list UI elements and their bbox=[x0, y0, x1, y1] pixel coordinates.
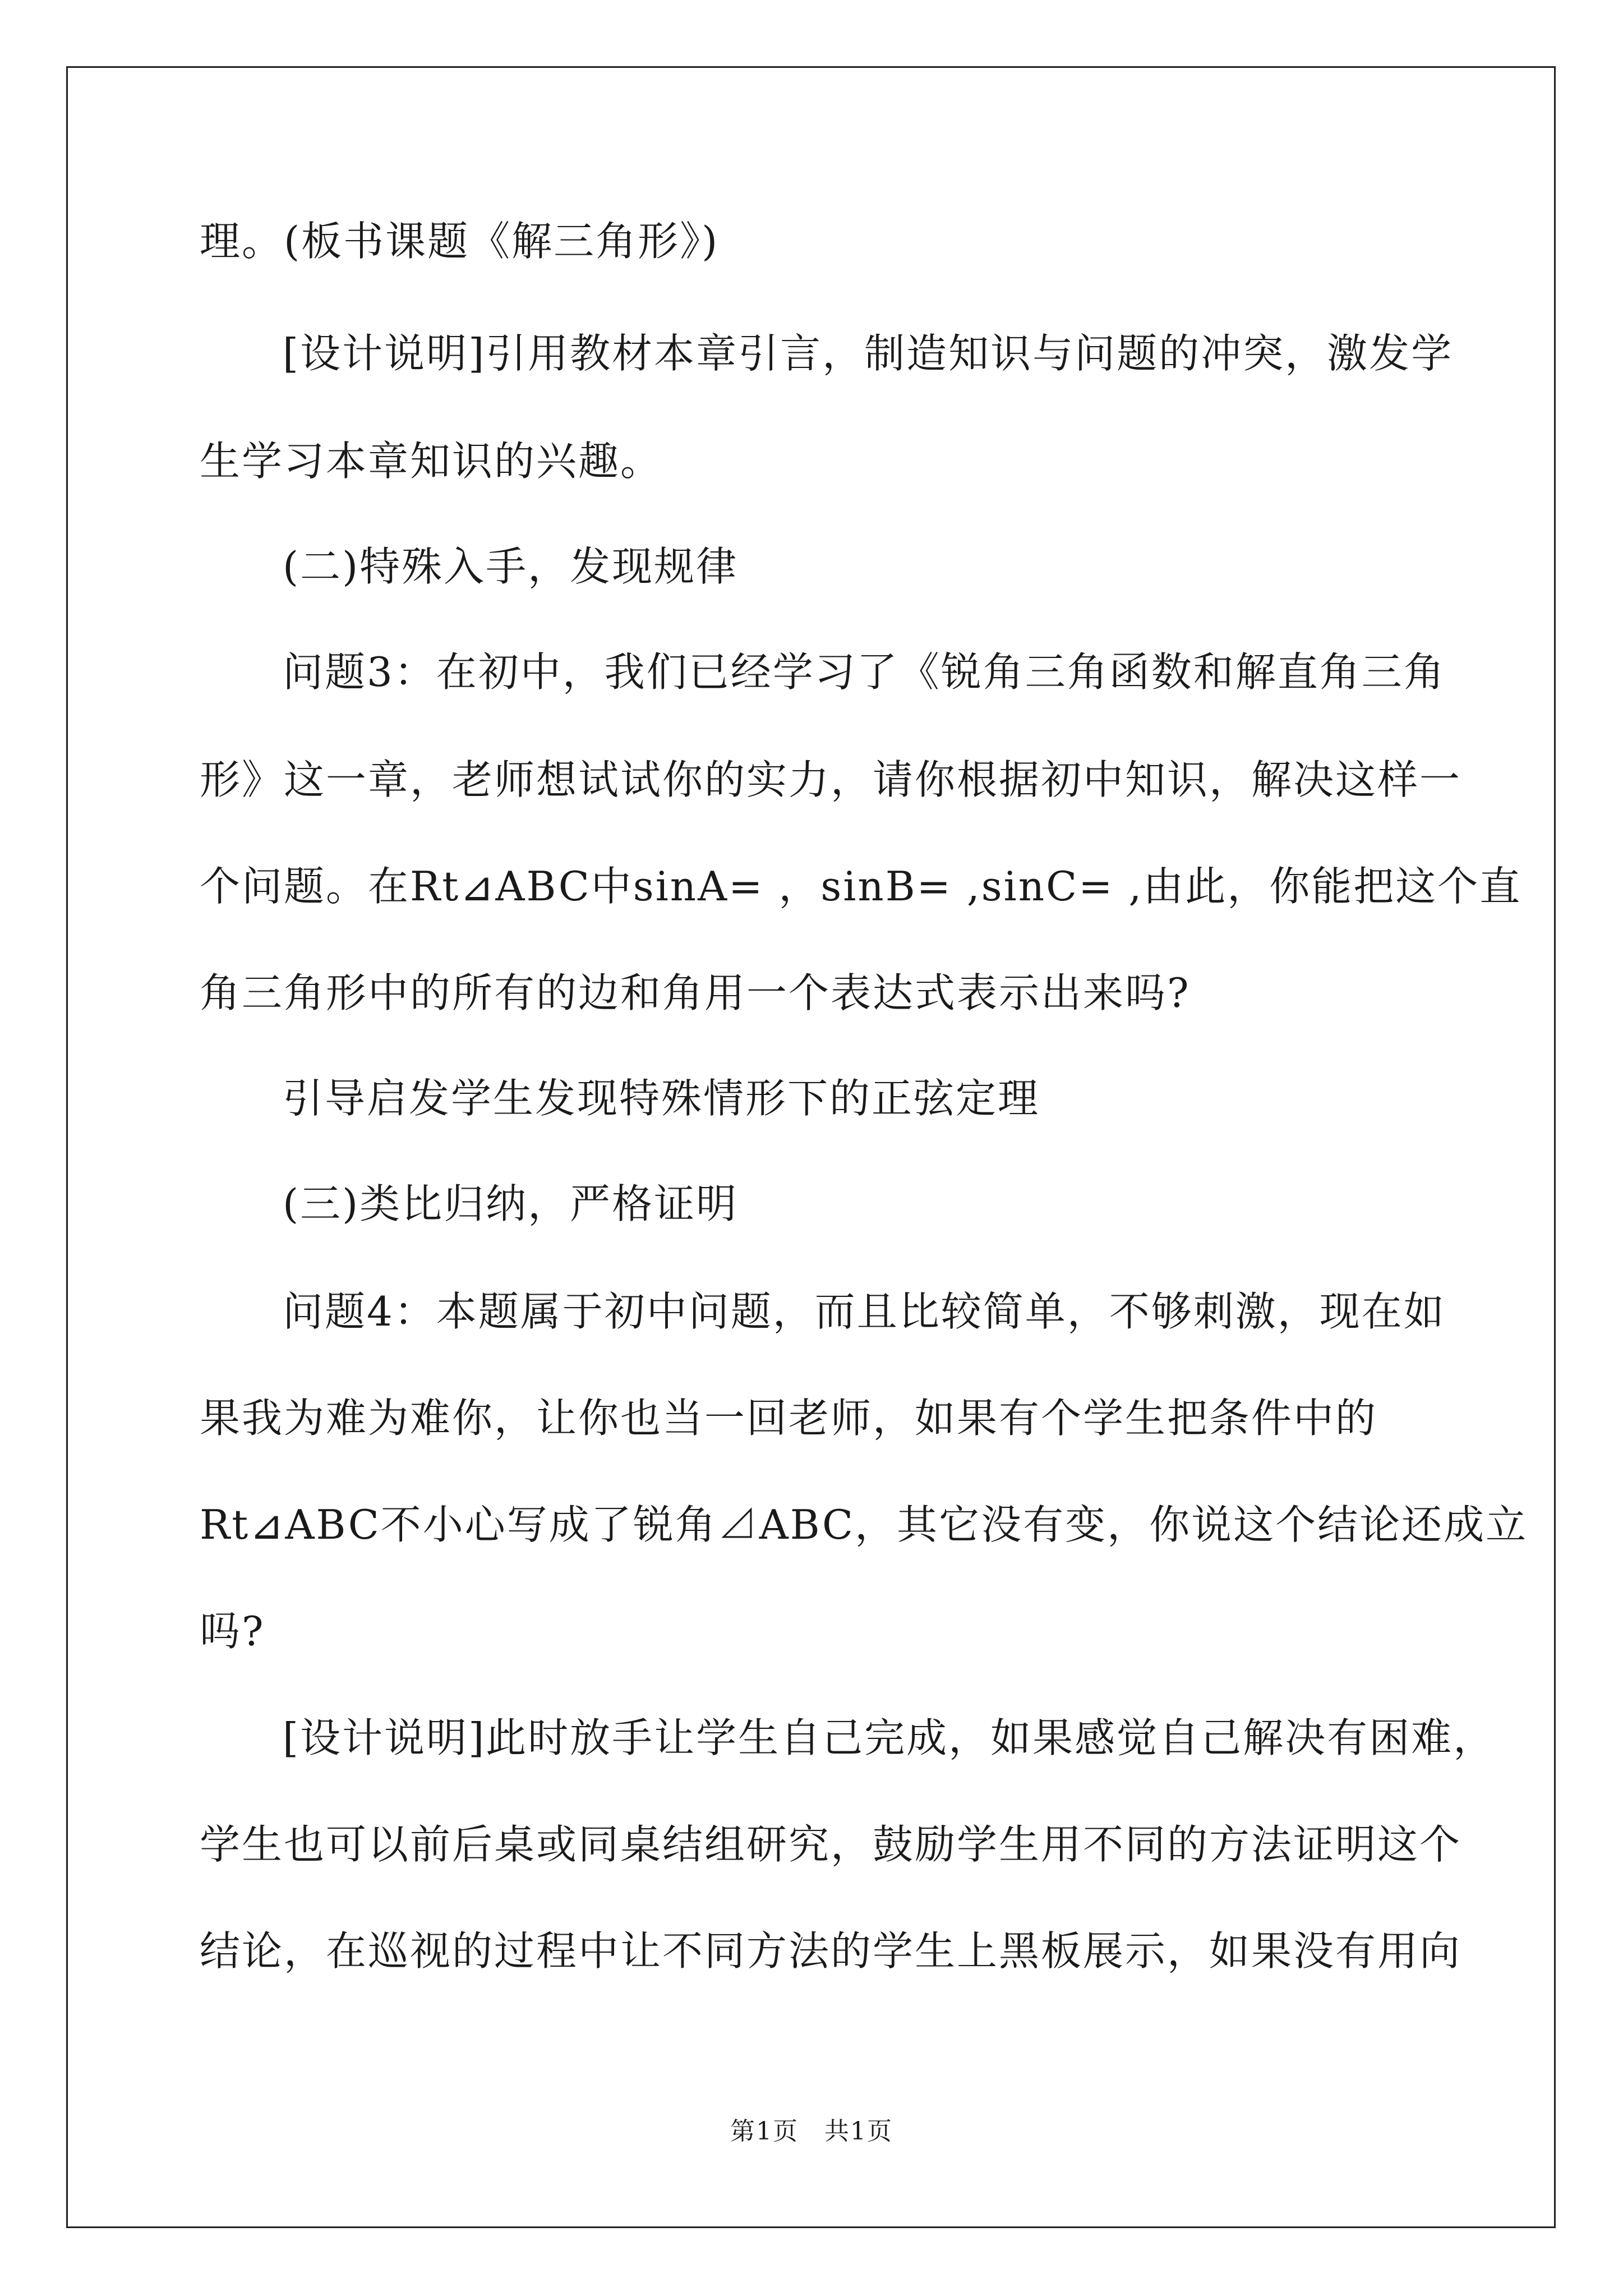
text-line: 学生也可以前后桌或同桌结组研究，鼓励学生用不同的方法证明这个 bbox=[200, 1821, 1462, 1868]
text-line: [设计说明]引用教材本章引言，制造知识与问题的冲突，激发学 bbox=[283, 330, 1454, 377]
text-line: 问题4：本题属于初中问题，而且比较简单，不够刺激，现在如 bbox=[283, 1288, 1446, 1335]
page-border bbox=[66, 66, 1556, 2228]
text-line: 果我为难为难你，让你也当一回老师，如果有个学生把条件中的 bbox=[200, 1395, 1378, 1442]
text-line: 理。(板书课题《解三角形》) bbox=[200, 218, 720, 265]
text-line: [设计说明]此时放手让学生自己完成，如果感觉自己解决有困难， bbox=[283, 1714, 1496, 1761]
text-line: 角三角形中的所有的边和角用一个表达式表示出来吗? bbox=[200, 969, 1191, 1016]
text-line: 形》这一章，老师想试试你的实力，请你根据初中知识，解决这样一 bbox=[200, 756, 1462, 803]
text-line: 个问题。在Rt⊿ABC中sinA= ，sinB= ,sinC= ,由此，你能把这个直 bbox=[200, 863, 1522, 910]
text-line: 问题3：在初中，我们已经学习了《锐角三角函数和解直角三角 bbox=[283, 648, 1446, 696]
page-number-footer: 第1页 共1页 bbox=[730, 2117, 893, 2146]
text-line: 吗? bbox=[200, 1608, 265, 1655]
text-line: Rt⊿ABC不小心写成了锐角⊿ABC，其它没有变，你说这个结论还成立 bbox=[200, 1501, 1528, 1548]
text-line: 引导启发学生发现特殊情形下的正弦定理 bbox=[283, 1075, 1040, 1122]
section-heading: (三)类比归纳，严格证明 bbox=[283, 1180, 739, 1227]
section-heading: (二)特殊入手，发现规律 bbox=[283, 543, 739, 590]
text-line: 结论，在巡视的过程中让不同方法的学生上黑板展示，如果没有用向 bbox=[200, 1927, 1462, 1975]
text-line: 生学习本章知识的兴趣。 bbox=[200, 438, 663, 485]
